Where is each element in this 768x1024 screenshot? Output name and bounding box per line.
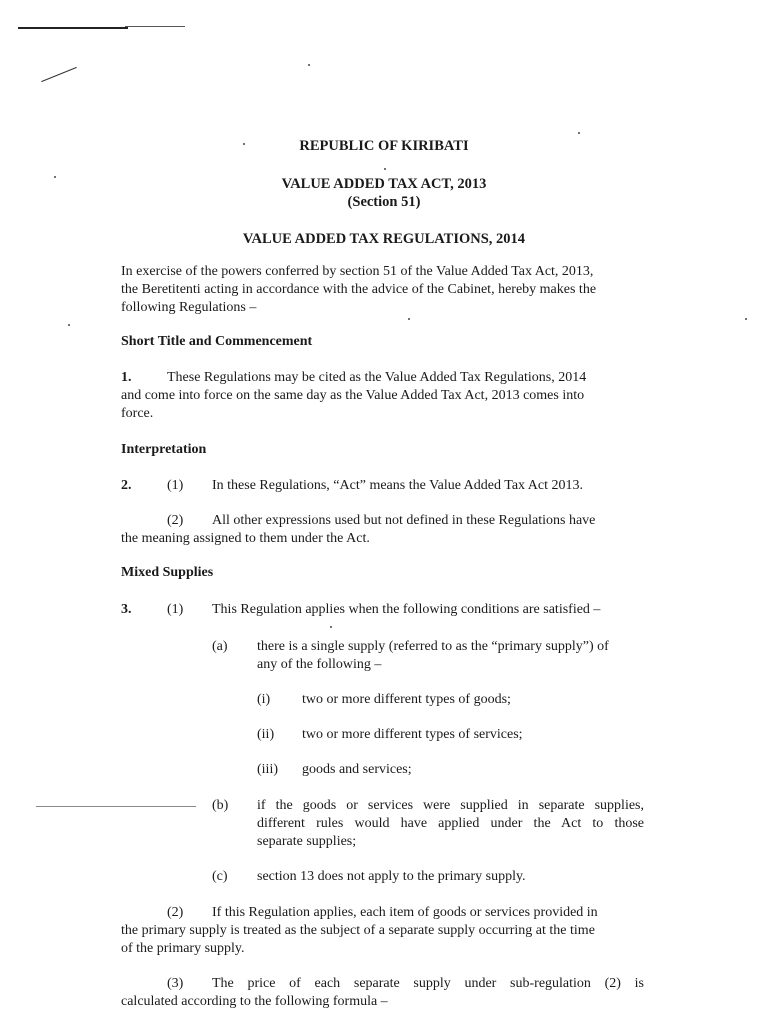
mixed-text: calculated according to the following formula – [121, 994, 388, 1009]
sub-label: (1) [167, 478, 184, 493]
section-ref: (Section 51) [347, 194, 421, 210]
preamble-line: following Regulations – [121, 300, 257, 315]
interpretation-text: All other expressions used but not defined in these Regulations have [212, 513, 596, 528]
item-label: (ii) [257, 727, 275, 742]
preamble-line: In exercise of the powers conferred by section 51 of the Value Added Tax Act, 2013, [121, 264, 594, 279]
mixed-text: This Regulation applies when the following conditions are satisfied – [212, 602, 601, 617]
regulation-number: 3. [121, 602, 132, 617]
mixed-text: goods and services; [302, 762, 412, 777]
mixed-text: The price of each separate supply under sub-regulation (2) is [212, 976, 644, 991]
paragraph-label: (b) [212, 798, 229, 813]
sub-label: (3) [167, 976, 184, 991]
mixed-text: there is a single supply (referred to as the “primary supply”) of [257, 639, 609, 654]
short-title-line: force. [121, 406, 154, 421]
preamble-line: the Beretitenti acting in accordance with the advice of the Cabinet, hereby makes the [121, 282, 597, 297]
short-title-line: These Regulations may be cited as the Value Added Tax Regulations, 2014 [167, 370, 587, 385]
paragraph-label: (c) [212, 869, 228, 884]
mixed-text: different rules would have applied under the Act to those [257, 816, 644, 831]
heading-mixed-supplies: Mixed Supplies [121, 565, 214, 580]
regulations-title: VALUE ADDED TAX REGULATIONS, 2014 [242, 231, 526, 247]
paragraph-label: (a) [212, 639, 228, 654]
scan-speck [578, 132, 580, 134]
scan-speck [330, 626, 332, 628]
scan-artifact-line [36, 806, 196, 807]
sub-label: (2) [167, 513, 184, 528]
mixed-text: two or more different types of goods; [302, 692, 511, 707]
mixed-text: two or more different types of services; [302, 727, 523, 742]
mixed-text: If this Regulation applies, each item of goods or services provided in [212, 905, 598, 920]
sub-label: (1) [167, 602, 184, 617]
mixed-text: separate supplies; [257, 834, 357, 849]
scan-speck [745, 318, 747, 320]
short-title-line: and come into force on the same day as the Value Added Tax Act, 2013 comes into [121, 388, 585, 403]
item-label: (i) [257, 692, 271, 707]
mixed-text: if the goods or services were supplied in separate supplies, [257, 798, 644, 813]
republic-title: REPUBLIC OF KIRIBATI [299, 138, 469, 154]
heading-interpretation: Interpretation [121, 442, 207, 457]
mixed-text: any of the following – [257, 657, 382, 672]
sub-label: (2) [167, 905, 184, 920]
item-label: (iii) [257, 762, 278, 777]
mixed-text: of the primary supply. [121, 941, 245, 956]
scan-artifact-line [18, 27, 128, 29]
regulation-number: 2. [121, 478, 132, 493]
scan-artifact-line [125, 26, 185, 27]
scan-artifact-mark [41, 67, 77, 82]
heading-short-title: Short Title and Commencement [121, 334, 313, 349]
scan-speck [384, 168, 386, 170]
act-title: VALUE ADDED TAX ACT, 2013 [281, 176, 487, 192]
interpretation-text: In these Regulations, “Act” means the Value Added Tax Act 2013. [212, 478, 583, 493]
scan-speck [68, 324, 70, 326]
regulation-number: 1. [121, 370, 132, 385]
scan-speck [408, 318, 410, 320]
mixed-text: section 13 does not apply to the primary supply. [257, 869, 526, 884]
scan-speck [308, 64, 310, 66]
mixed-text: the primary supply is treated as the subject of a separate supply occurring at the time [121, 923, 595, 938]
interpretation-text: the meaning assigned to them under the Act. [121, 531, 370, 546]
